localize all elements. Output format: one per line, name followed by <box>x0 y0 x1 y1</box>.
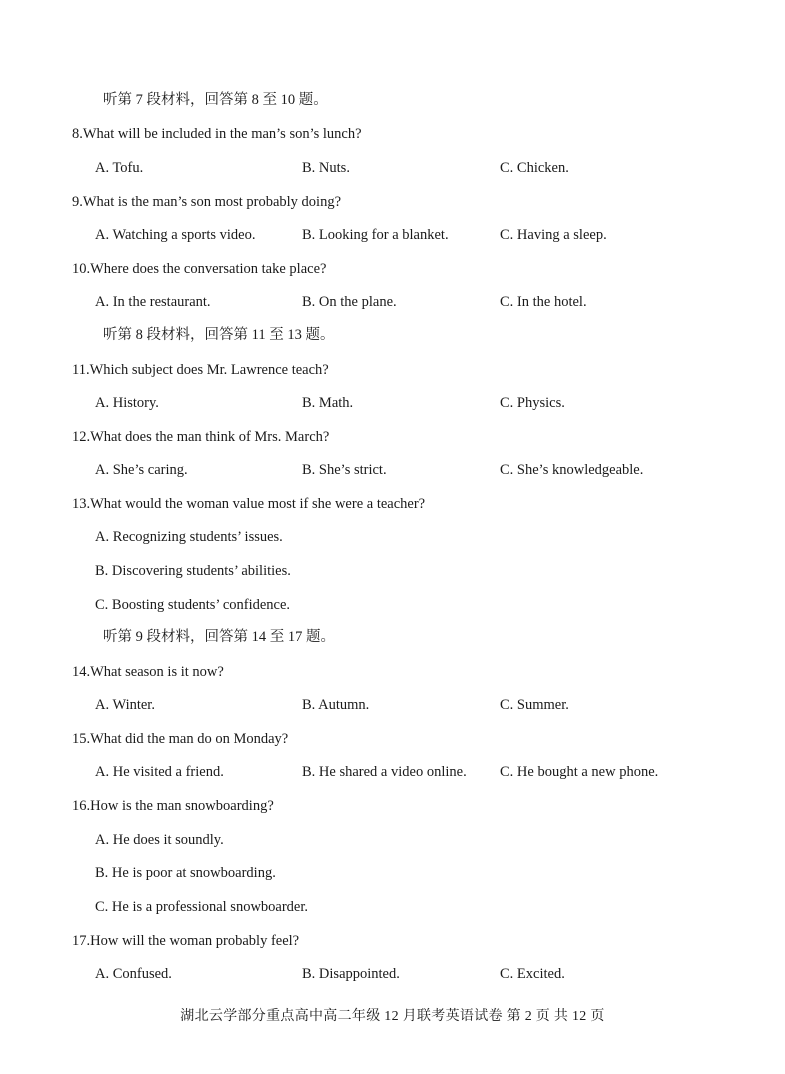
question-8: 8.What will be included in the man’s son’s lunch? <box>72 126 362 142</box>
q14-option-b: B. Autumn. <box>302 697 370 713</box>
q11-option-c: C. Physics. <box>500 395 565 411</box>
q8-option-c: C. Chicken. <box>500 160 569 176</box>
page-footer: 湖北云学部分重点高中高二年级 12 月联考英语试卷 第 2 页 共 12 页 <box>180 1009 605 1024</box>
q9-option-a: A. Watching a sports video. <box>95 227 256 243</box>
question-15: 15.What did the man do on Monday? <box>72 731 289 747</box>
question-14: 14.What season is it now? <box>72 664 224 680</box>
question-10: 10.Where does the conversation take place? <box>72 261 327 277</box>
q16-option-b: B. He is poor at snowboarding. <box>95 865 276 881</box>
q9-option-c: C. Having a sleep. <box>500 227 607 243</box>
q17-option-a: A. Confused. <box>95 966 172 982</box>
question-13: 13.What would the woman value most if she were a teacher? <box>72 496 426 512</box>
section-header-9: 听第 9 段材料，回答第 14 至 17 题。 <box>103 629 335 645</box>
q8-option-a: A. Tofu. <box>95 160 144 176</box>
q12-option-b: B. She’s strict. <box>302 462 387 478</box>
question-17: 17.How will the woman probably feel? <box>72 933 300 949</box>
q17-option-c: C. Excited. <box>500 966 565 982</box>
q11-option-b: B. Math. <box>302 395 354 411</box>
section-header-7: 听第 7 段材料，回答第 8 至 10 题。 <box>103 92 328 108</box>
q16-option-a: A. He does it soundly. <box>95 832 224 848</box>
q16-option-c: C. He is a professional snowboarder. <box>95 899 309 915</box>
q10-option-b: B. On the plane. <box>302 294 397 310</box>
q13-option-b: B. Discovering students’ abilities. <box>95 563 291 579</box>
q14-option-a: A. Winter. <box>95 697 155 713</box>
q12-option-a: A. She’s caring. <box>95 462 188 478</box>
q15-option-a: A. He visited a friend. <box>95 764 224 780</box>
q10-option-c: C. In the hotel. <box>500 294 587 310</box>
question-11: 11.Which subject does Mr. Lawrence teach? <box>72 362 329 378</box>
q13-option-c: C. Boosting students’ confidence. <box>95 597 291 613</box>
q8-option-b: B. Nuts. <box>302 160 350 176</box>
question-9: 9.What is the man’s son most probably doing? <box>72 194 342 210</box>
q15-option-c: C. He bought a new phone. <box>500 764 659 780</box>
question-12: 12.What does the man think of Mrs. March? <box>72 429 330 445</box>
q12-option-c: C. She’s knowledgeable. <box>500 462 644 478</box>
q15-option-b: B. He shared a video online. <box>302 764 467 780</box>
q9-option-b: B. Looking for a blanket. <box>302 227 449 243</box>
q17-option-b: B. Disappointed. <box>302 966 400 982</box>
q14-option-c: C. Summer. <box>500 697 569 713</box>
q11-option-a: A. History. <box>95 395 159 411</box>
question-16: 16.How is the man snowboarding? <box>72 798 274 814</box>
q10-option-a: A. In the restaurant. <box>95 294 211 310</box>
section-header-8: 听第 8 段材料，回答第 11 至 13 题。 <box>103 327 335 343</box>
q13-option-a: A. Recognizing students’ issues. <box>95 529 283 545</box>
